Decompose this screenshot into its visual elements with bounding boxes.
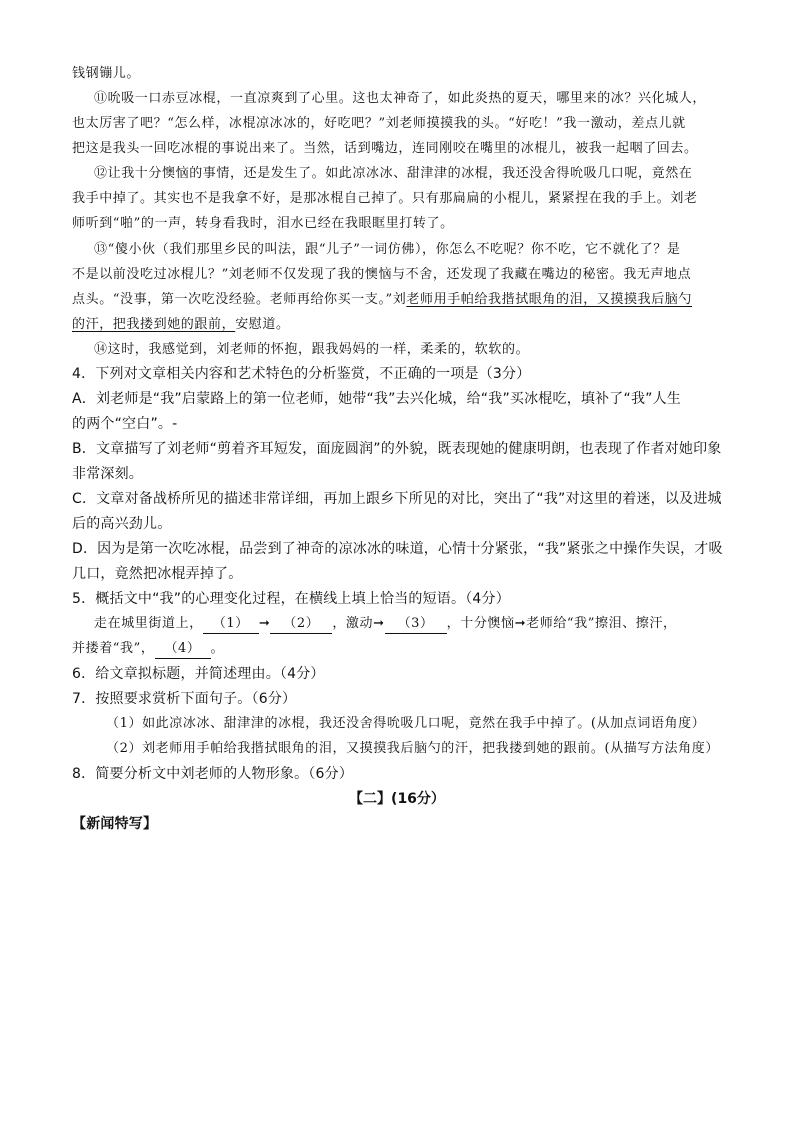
question-7-sentence-1: （1）如此凉冰冰、甜津津的冰棍，我还没舍得吮吸几口呢，竟然在我手中掉了。(从加点词语角度）	[106, 716, 706, 731]
question-7-sentence-2: （2）刘老师用手帕给我揩拭眼角的泪，又摸摸我后脑勺的汗，把我搂到她的跟前。(从描写方法角度）	[106, 741, 719, 756]
passage-line: 钱钢镚儿。	[72, 66, 141, 81]
paragraph-13-text: 点头。“没事，第一次吃没经验。老师再给你买一支。”刘	[72, 292, 407, 307]
paragraph-13-line4	[72, 313, 732, 337]
option-d-line1: D．因为是第一次吃冰棍，品尝到了神奇的凉冰冰的味道，心情十分紧张，“我”紧张之中操作失误，才吸	[72, 541, 723, 557]
fill-text: 并搂着“我”，	[72, 641, 155, 656]
option-c-line2: 后的高兴劲儿。	[72, 516, 172, 532]
option-b-line2: 非常深刻。	[72, 466, 143, 482]
fill-text: 。	[210, 641, 225, 656]
option-b-line1: B．文章描写了刘老师“剪着齐耳短发，面庞圆润”的外貌，既表现她的健康明朗，也表现了作者对她印象	[72, 441, 722, 457]
section-2-title: 【二】(16分）	[349, 791, 445, 807]
option-a-line1: A．刘老师是“我”启蒙路上的第一位老师，她带“我”去兴化城，给“我”买冰棍吃，填补了“我”人生	[72, 391, 681, 407]
paragraph-13-line2: 不是以前没吃过冰棍儿？”刘老师不仅发现了我的懊恼与不舍，还发现了我藏在嘴边的秘密。我无声地点	[72, 267, 692, 282]
blank-2[interactable]: （2）	[270, 615, 332, 634]
paragraph-11-line3: 把这是我头一回吃冰棍的事说出来了。当然，话到嘴边，连同刚咬在嘴里的冰棍儿，被我一起咽了回去。	[72, 141, 698, 156]
question-4-stem: 4．下列对文章相关内容和艺术特色的分析鉴赏，不正确的一项是（3分）	[72, 366, 531, 382]
paragraph-11-line1: ⑪吮吸一口赤豆冰棍，一直凉爽到了心里。这也太神奇了，如此炎热的夏天，哪里来的冰？兴化城人，	[94, 91, 707, 106]
underlined-sentence-part1: 老师用手帕给我揩拭眼角的泪，又摸摸我后脑勺	[406, 292, 693, 307]
arrow-icon: ➞	[258, 616, 271, 631]
paragraph-14: ⑭这时，我感觉到，刘老师的怀抱，跟我妈妈的一样，柔柔的，软软的。	[94, 342, 530, 357]
option-d-line2: 几口，竟然把冰棍弄掉了。	[72, 566, 243, 582]
fill-text: ，激动	[332, 616, 374, 631]
option-a-line2: 的两个“空白”。-	[72, 416, 178, 432]
paragraph-13-line1: ⑬“傻小伙（我们那里乡民的叫法，跟“儿子”一词仿佛），你怎么不吃呢？你不吃，它不就化了？是	[94, 242, 681, 257]
option-c-line1: C．文章对备战桥所见的描述非常详细，再加上跟乡下所见的对比，突出了“我”对这里的着迷，以及进城	[72, 491, 722, 507]
paragraph-13-line3	[72, 288, 732, 312]
paragraph-12-line3: 师听到“啪”的一声，转身看我时，泪水已经在我眼眶里打转了。	[72, 216, 454, 231]
underlined-sentence-part2: 的汗，把我搂到她的跟前，	[72, 317, 236, 332]
blank-3[interactable]: （3）	[385, 615, 447, 634]
blank-4[interactable]: （4）	[155, 640, 211, 659]
fill-text: 走在城里街道上，	[94, 616, 203, 631]
news-feature-label: 【新闻特写】	[72, 816, 158, 832]
question-7-stem: 7．按照要求赏析下面句子。（6分）	[72, 691, 297, 707]
question-6-stem: 6．给文章拟标题，并简述理由。（4分）	[72, 666, 325, 682]
paragraph-13-ending: 安慰道。	[235, 317, 290, 332]
paragraph-11-line2: 也太厉害了吧？“怎么样，冰棍凉冰冰的，好吃吧？”刘老师摸摸我的头。“好吃！”我一激动，差点儿就	[72, 116, 686, 131]
arrow-icon: ➞	[373, 616, 385, 631]
question-5-fill-line1	[94, 612, 754, 636]
question-5-fill-line2	[72, 637, 732, 661]
question-8-stem: 8．简要分析文中刘老师的人物形象。（6分）	[72, 766, 354, 782]
fill-text: ，十分懊恼➞老师给“我”擦泪、擦汗，	[446, 616, 677, 631]
paragraph-12-line1: ⑫让我十分懊恼的事情，还是发生了。如此凉冰冰、甜津津的冰棍，我还没舍得吮吸几口呢，竟然在	[94, 166, 693, 181]
blank-1[interactable]: （1）	[203, 615, 259, 634]
question-5-stem: 5．概括文中“我”的心理变化过程，在横线上填上恰当的短语。（4分）	[72, 591, 510, 607]
paragraph-12-line2: 我手中掉了。其实也不是我拿不好，是那冰棍自己掉了。只有那扁扁的小棍儿，紧紧捏在我的手上。刘老	[72, 191, 698, 206]
